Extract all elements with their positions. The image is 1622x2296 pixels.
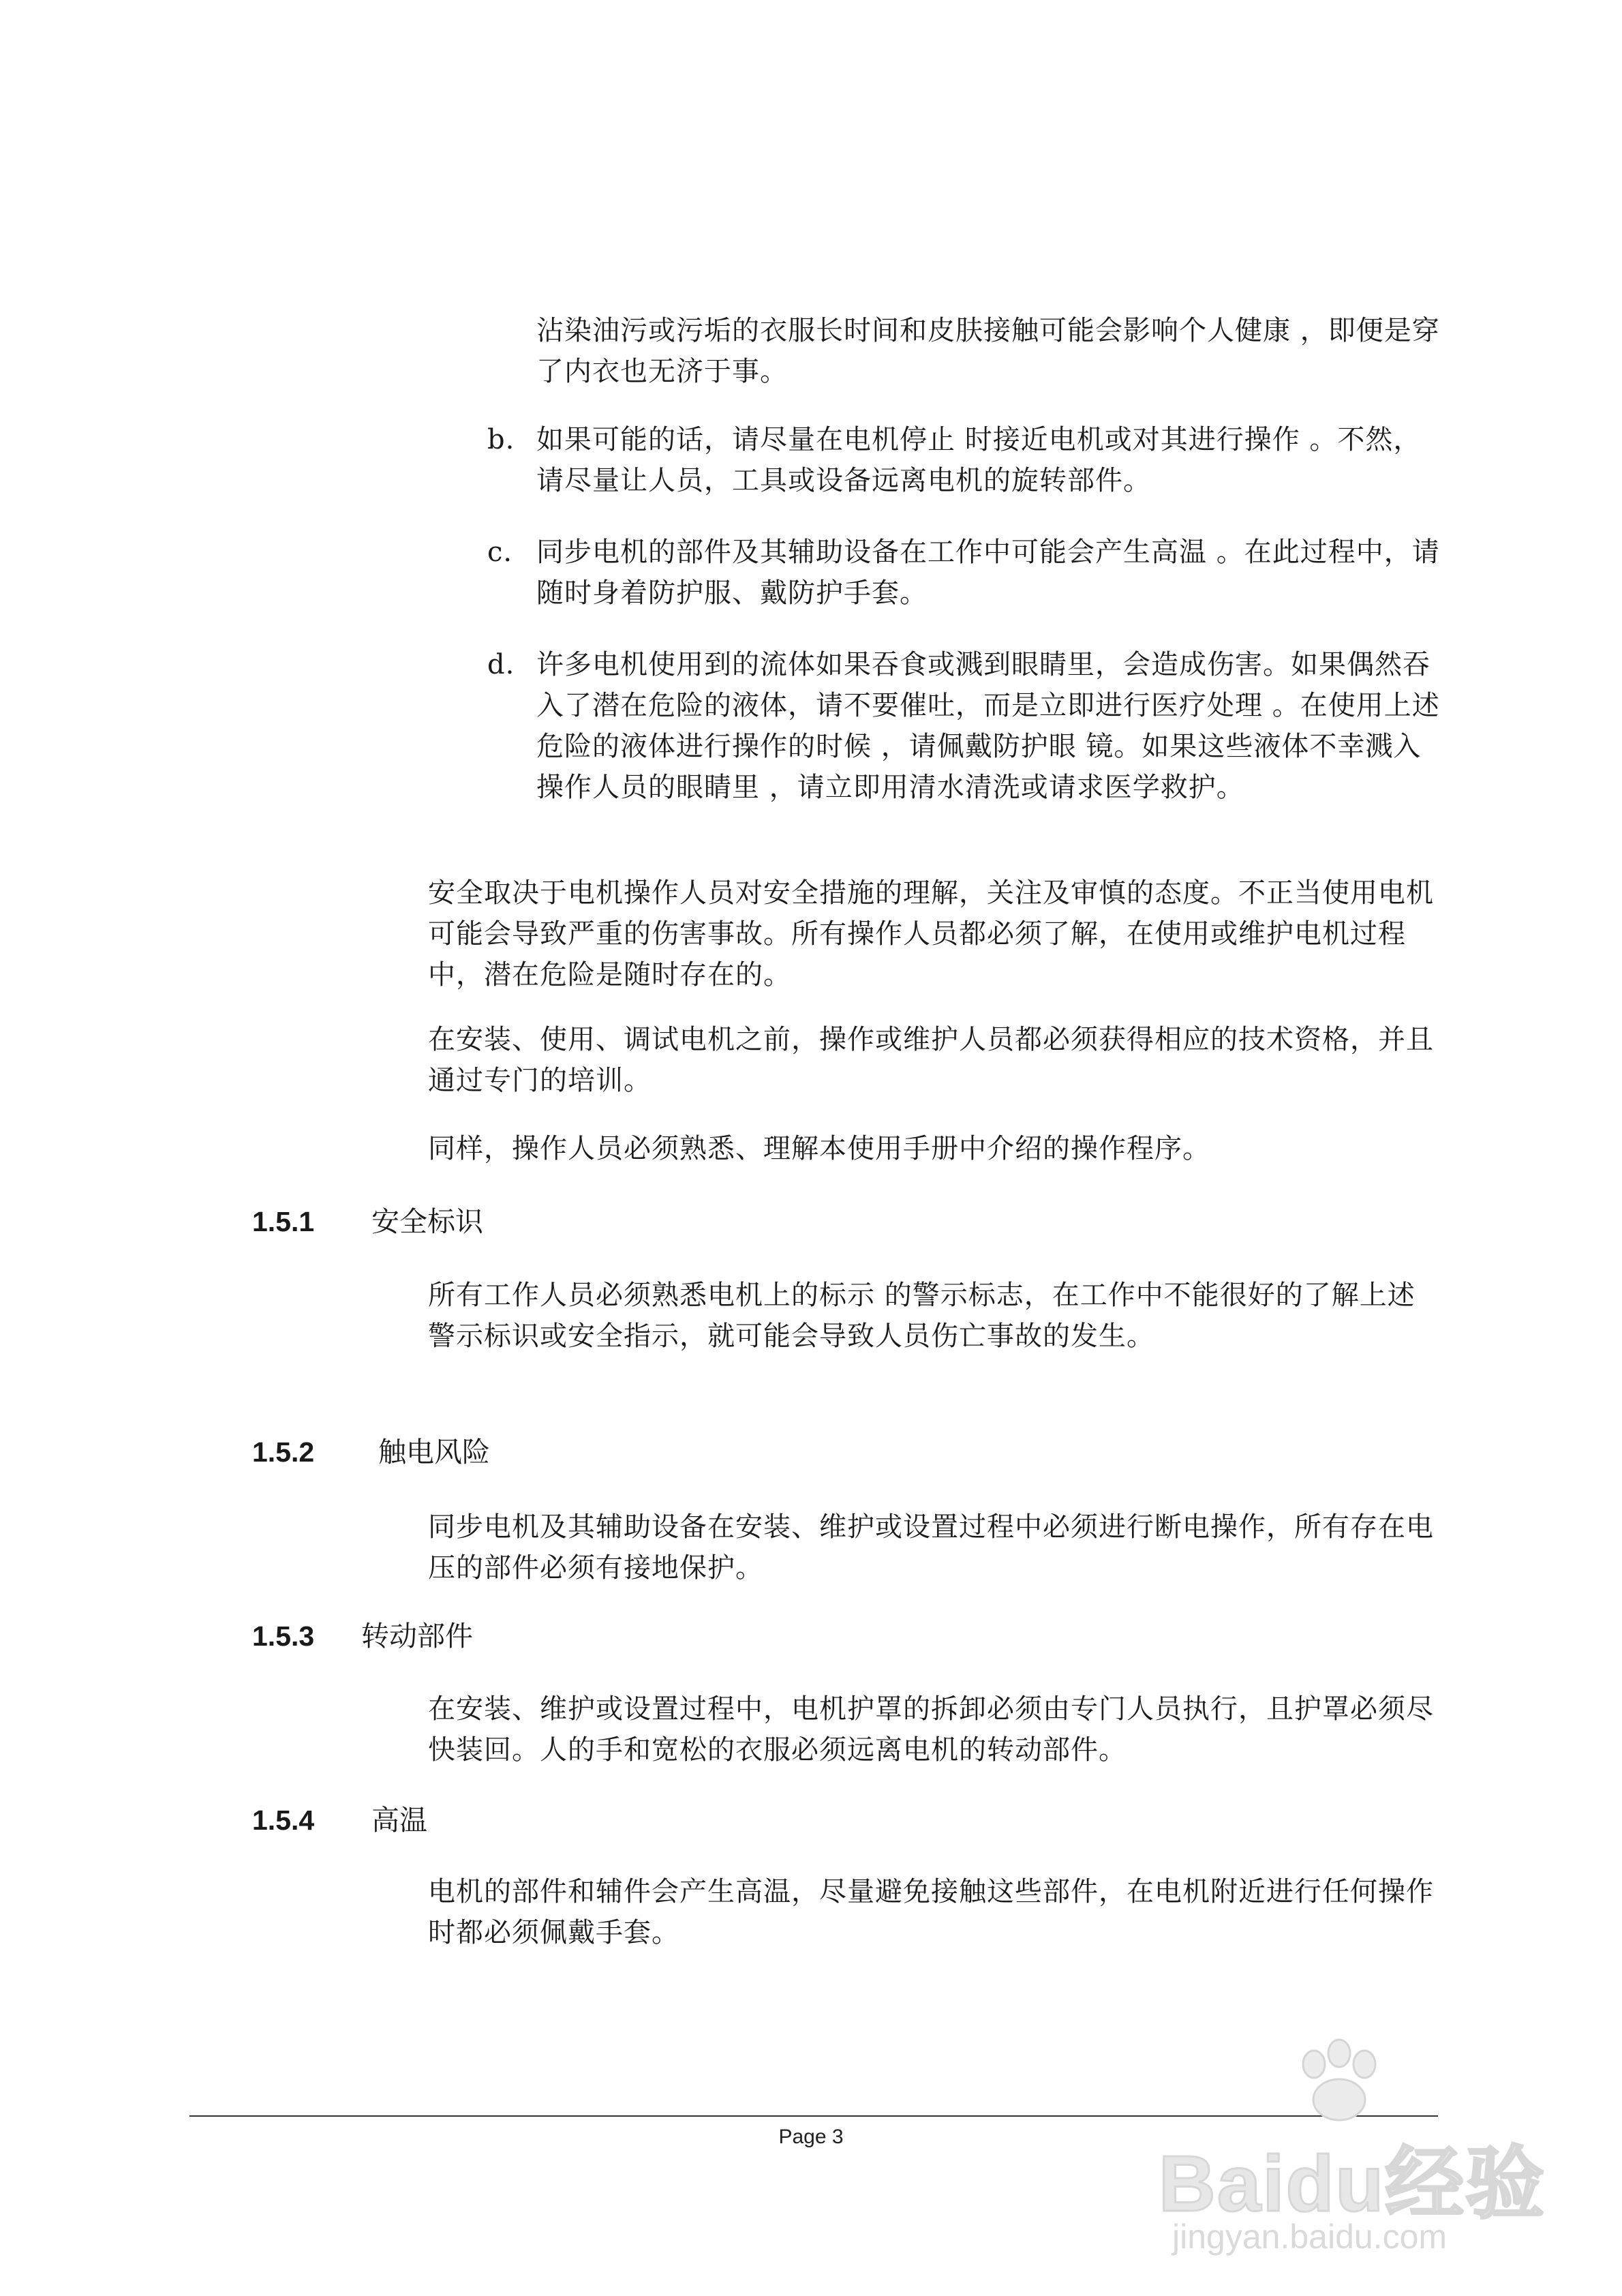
section-title: 触电风险: [378, 1436, 490, 1468]
familiarize-paragraph: 同样，操作人员必须熟悉、理解本使用手册中介绍的操作程序。: [428, 1133, 1210, 1164]
section-number: 1.5.3: [252, 1620, 315, 1652]
section-number: 1.5.1: [252, 1206, 315, 1237]
list-item-d: [487, 644, 1441, 849]
qualification-paragraph: 在安装、使用、调试电机之前，操作或维护人员都必须获得相应的技术资格，并且通过专门的培训。: [428, 1024, 1434, 1096]
section-heading-1-5-2: [252, 1432, 490, 1472]
section-number: 1.5.4: [252, 1804, 315, 1836]
footer-divider: [189, 2115, 1438, 2117]
paw-icon: [1288, 2038, 1390, 2127]
section-heading-1-5-3: [252, 1616, 473, 1657]
safety-attitude-paragraph: 安全取决于电机操作人员对安全措施的理解，关注及审慎的态度。不正当使用电机可能会导致严重的伤害事故。所有操作人员都必须了解，在使用或维护电机过程中，潜在危险是随时存在的。: [428, 877, 1434, 991]
section-body-1-5-1: 所有工作人员必须熟悉电机上的标示 的警示标志，在工作中不能很好的了解上述警示标识或安全指示，就可能会导致人员伤亡事故的发生。: [428, 1280, 1416, 1352]
baidu-jingyan-watermark: [1159, 2038, 1546, 2263]
section-number: 1.5.2: [252, 1436, 315, 1468]
section-title: 高温: [371, 1804, 427, 1837]
section-heading-1-5-1: [252, 1201, 483, 1242]
section-title: 安全标识: [371, 1205, 483, 1238]
list-item-b: [487, 419, 1441, 501]
list-item-text: 如果可能的话，请尽量在电机停止 时接近电机或对其进行操作 。不然，请尽量让人员，工具或设备远离电机的旋转部件。: [536, 424, 1422, 496]
list-marker: d.: [487, 649, 515, 680]
list-item-c: [487, 532, 1441, 614]
section-body-1-5-2: 同步电机及其辅助设备在安装、维护或设置过程中必须进行断电操作，所有存在电压的部件必须有接地保护。: [428, 1511, 1434, 1584]
section-title: 转动部件: [361, 1620, 473, 1652]
intro-continuation-paragraph: 沾染油污或污垢的衣服长时间和皮肤接触可能会影响个人健康 ，即便是穿了内衣也无济于事。: [536, 315, 1440, 387]
page-number: Page 3: [778, 2126, 844, 2148]
section-heading-1-5-4: [252, 1800, 427, 1841]
list-marker: c.: [487, 537, 513, 568]
list-marker: b.: [487, 424, 515, 455]
section-body-1-5-3: 在安装、维护或设置过程中，电机护罩的拆卸必须由专门人员执行，且护罩必须尽快装回。人的手和宽松的衣服必须远离电机的转动部件。: [428, 1693, 1434, 1766]
watermark-brand: Baidu经验: [1159, 2139, 1546, 2228]
list-item-text: 许多电机使用到的流体如果吞食或溅到眼睛里，会造成伤害。如果偶然吞入了潜在危险的液体，请不要催吐，而是立即进行医疗处理 。在使用上述危险的液体进行操作的时候 ，请佩戴防护眼 镜。如果这些液体不幸溅入操作人员的眼睛里 ，请立即用清水清洗或请求医学救护。: [536, 649, 1440, 803]
section-body-1-5-4: 电机的部件和辅件会产生高温，尽量避免接触这些部件，在电机附近进行任何操作时都必须佩戴手套。: [428, 1876, 1434, 1948]
list-item-text: 同步电机的部件及其辅助设备在工作中可能会产生高温 。在此过程中，请随时身着防护服、戴防护手套。: [536, 537, 1440, 609]
watermark-site: jingyan.baidu.com: [1172, 2218, 1448, 2256]
